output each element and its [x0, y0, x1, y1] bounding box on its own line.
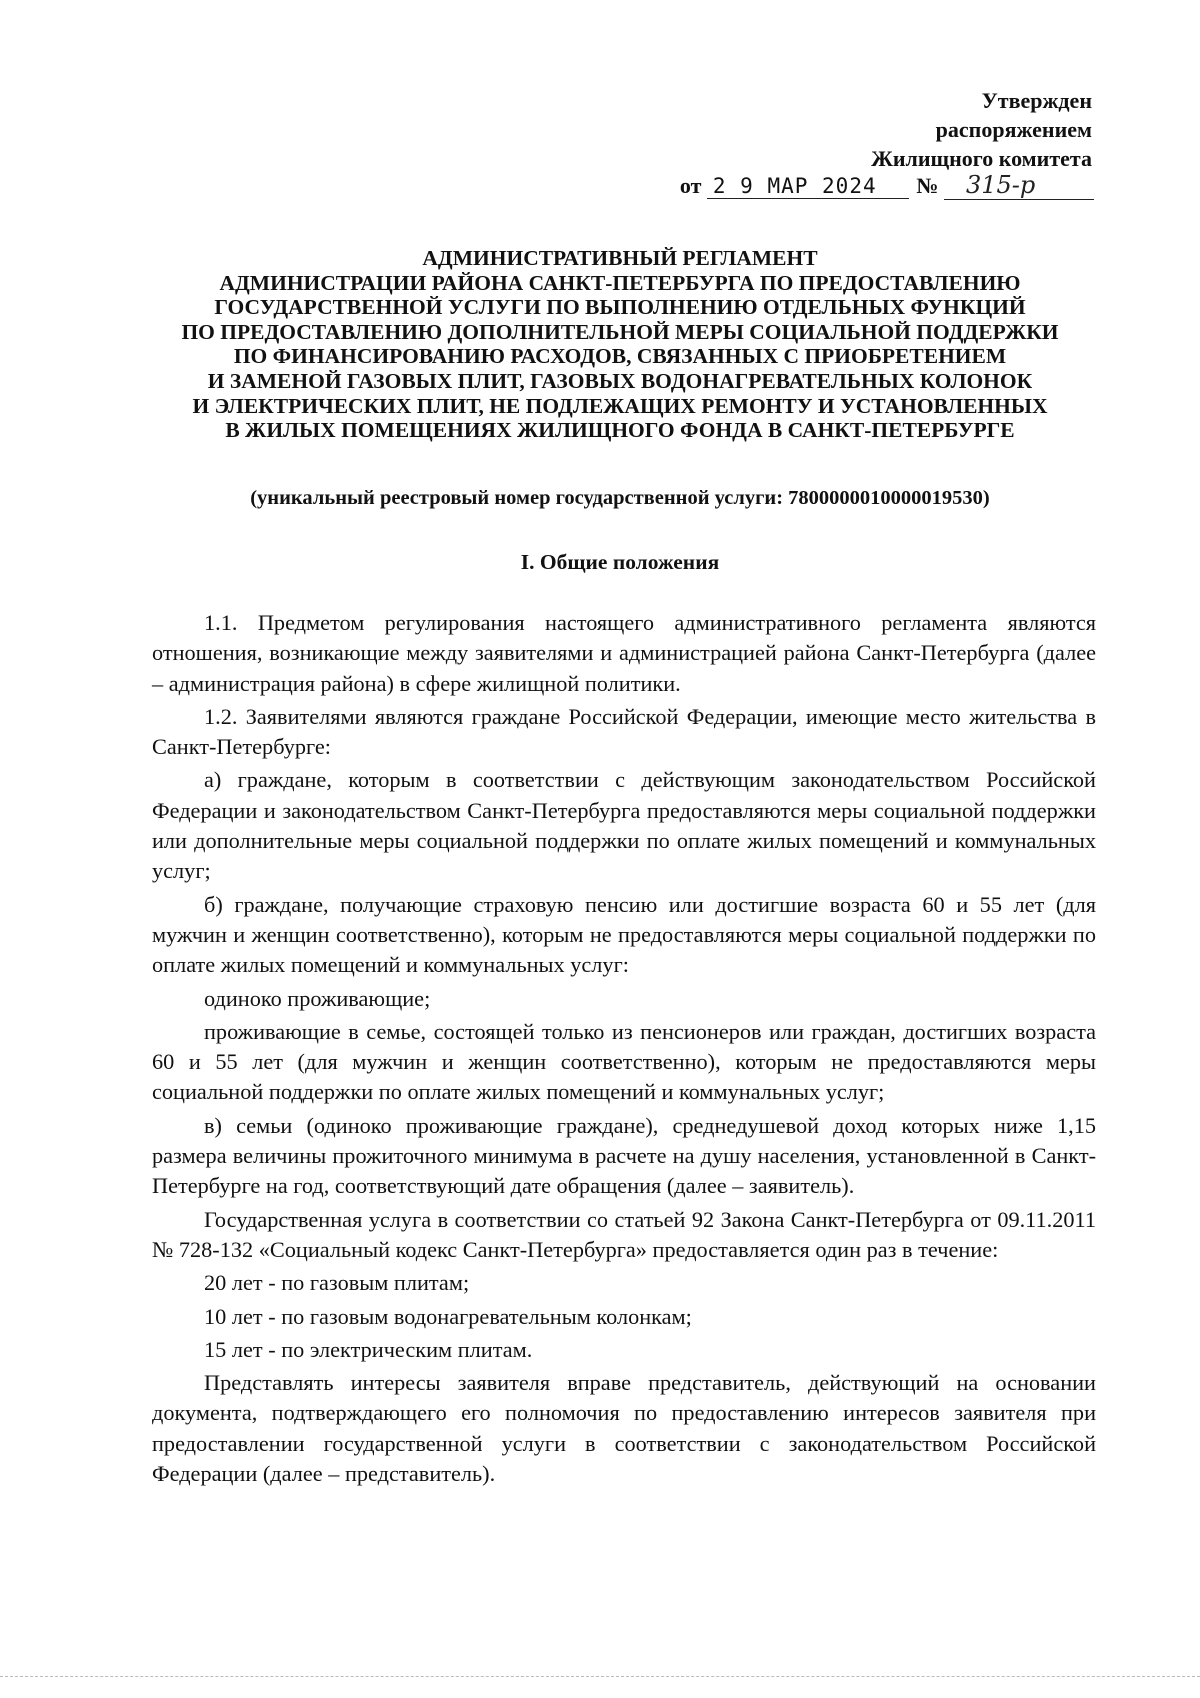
document-body: [152, 608, 1096, 1492]
paragraph: 20 лет - по газовым плитам;: [204, 1270, 470, 1296]
paragraph: одиноко проживающие;: [204, 985, 431, 1011]
paragraph: б) граждане, получающие страховую пенсию или достигшие возраста 60 и 55 лет (для мужчин и женщин соответственно), которым не предоставляются меры социальной поддержки по оплате жилых помещений и коммунальных услуг:: [152, 891, 1096, 978]
registry-number-note: (уникальный реестровый номер государственной услуги: 7800000010000019530): [250, 487, 990, 509]
document-title: [150, 246, 1090, 443]
title-line: И ЗАМЕНОЙ ГАЗОВЫХ ПЛИТ, ГАЗОВЫХ ВОДОНАГРЕВАТЕЛЬНЫХ КОЛОНОК: [207, 368, 1033, 393]
approval-date-row: [680, 171, 1094, 200]
title-line: АДМИНИСТРАТИВНЫЙ РЕГЛАМЕНТ: [422, 246, 818, 270]
approval-line-1: Утвержден: [981, 88, 1092, 113]
approval-line-3: Жилищного комитета: [871, 146, 1092, 171]
paragraph: в) семьи (одиноко проживающие граждане), среднедушевой доход которых ниже 1,15 размера величины прожиточного минимума в расчете на душу населения, установленной в Санкт-Петербурге на год, соответствующий дате обращения (далее – заявитель).: [152, 1112, 1096, 1199]
paragraph: а) граждане, которым в соответствии с действующим законодательством Российской Федерации и законодательством Санкт-Петербурга предоставляются меры социальной поддержки или дополнительные меры социальной поддержки по оплате жилых помещений и коммунальных услуг;: [152, 767, 1096, 884]
number-sign: №: [916, 173, 939, 198]
section-heading: I. Общие положения: [520, 550, 720, 574]
stamped-date: 2 9 МАР 2024: [707, 174, 909, 199]
paragraph: 1.2. Заявителями являются граждане Российской Федерации, имеющие место жительства в Санкт-Петербурге:: [152, 703, 1096, 760]
date-prefix: от: [679, 173, 702, 198]
paragraph: 10 лет - по газовым водонагревательным колонкам;: [204, 1303, 692, 1329]
handwritten-number: 315-р: [944, 171, 1094, 200]
title-line: В ЖИЛЫХ ПОМЕЩЕНИЯХ ЖИЛИЩНОГО ФОНДА В САНКТ-ПЕТЕРБУРГЕ: [225, 418, 1015, 443]
title-line: АДМИНИСТРАЦИИ РАЙОНА САНКТ-ПЕТЕРБУРГА ПО ПРЕДОСТАВЛЕНИЮ: [219, 270, 1021, 295]
paragraph: 15 лет - по электрическим плитам.: [204, 1336, 533, 1362]
paragraph: Представлять интересы заявителя вправе представитель, действующий на основании документа, подтверждающего его полномочия по предоставлению интересов заявителя при предоставлении государственной услуги в соответствии с законодательством Российской Федерации (далее – представитель).: [152, 1370, 1096, 1487]
scan-edge-line: [0, 1676, 1200, 1677]
approval-block: [871, 86, 1092, 173]
paragraph: Государственная услуга в соответствии со статьей 92 Закона Санкт-Петербурга от 09.11.2011 № 728-132 «Социальный кодекс Санкт-Петербурга» предоставляется один раз в течение:: [152, 1206, 1096, 1262]
paragraph: проживающие в семье, состоящей только из пенсионеров или граждан, достигших возраста 60 и 55 лет (для мужчин и женщин соответственно), которым не предоставляются меры социальной поддержки по оплате жилых помещений и коммунальных услуг;: [152, 1018, 1096, 1105]
approval-line-2: распоряжением: [935, 117, 1092, 142]
title-line: ГОСУДАРСТВЕННОЙ УСЛУГИ ПО ВЫПОЛНЕНИЮ ОТДЕЛЬНЫХ ФУНКЦИЙ: [214, 295, 1026, 320]
paragraph: 1.1. Предметом регулирования настоящего административного регламента являются отношения, возникающие между заявителями и администрацией района Санкт-Петербурга (далее – администрация района) в сфере жилищной политики.: [152, 610, 1096, 696]
title-line: ПО ПРЕДОСТАВЛЕНИЮ ДОПОЛНИТЕЛЬНОЙ МЕРЫ СОЦИАЛЬНОЙ ПОДДЕРЖКИ: [181, 319, 1059, 344]
title-line: И ЭЛЕКТРИЧЕСКИХ ПЛИТ, НЕ ПОДЛЕЖАЩИХ РЕМОНТУ И УСТАНОВЛЕННЫХ: [192, 393, 1048, 418]
title-line: ПО ФИНАНСИРОВАНИЮ РАСХОДОВ, СВЯЗАННЫХ С ПРИОБРЕТЕНИЕМ: [233, 344, 1007, 369]
